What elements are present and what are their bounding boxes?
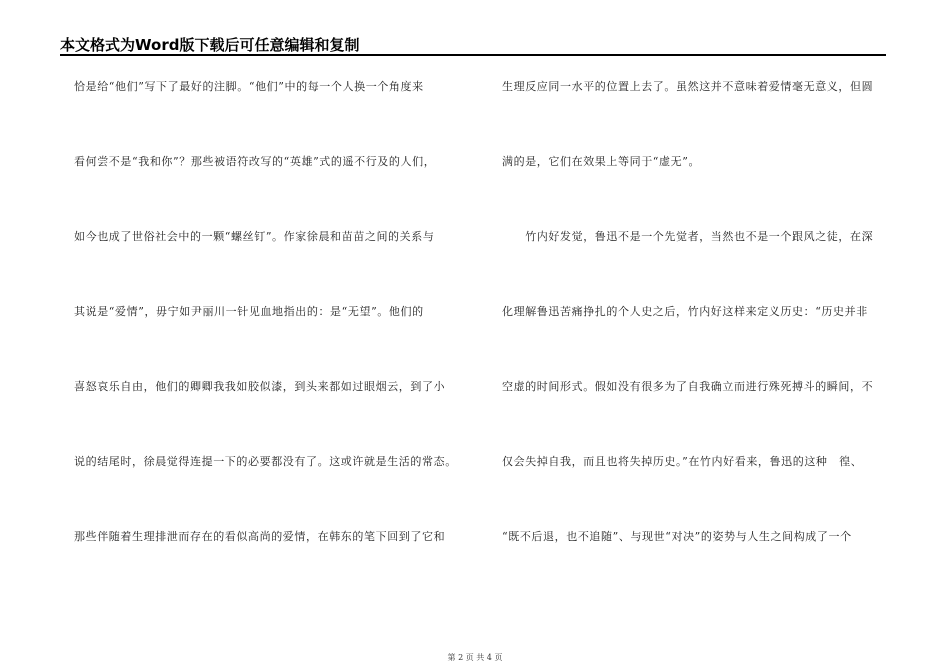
text-line: 化理解鲁迅苦痛挣扎的个人史之后，竹内好这样来定义历史：“历史并非	[502, 305, 868, 318]
text-line: 其说是“爱情”，毋宁如尹丽川一针见血地指出的：是“无望”。他们的	[74, 305, 424, 318]
text-line: 看何尝不是“我和你”？那些被语符改写的“英雄”式的遥不行及的人们，	[74, 155, 436, 168]
text-line: “既不后退，也不追随”、与现世“对决”的姿势与人生之间构成了一个	[502, 530, 852, 543]
text-line: 竹内好发觉，鲁迅不是一个先觉者，当然也不是一个跟风之徒，在深	[502, 230, 874, 243]
text-line: 恰是给“他们”写下了最好的注脚。“他们”中的每一个人换一个角度来	[74, 80, 424, 93]
text-line: 仅会失掉自我，而且也将失掉历史。”在竹内好看来，鲁迅的这种 徨、	[502, 455, 863, 468]
text-line: 说的结尾时，徐晨觉得连提一下的必要都没有了。这或许就是生活的常态。	[74, 455, 457, 468]
text-line: 如今也成了世俗社会中的一颗“螺丝钉”。作家徐晨和苗苗之间的关系与	[74, 230, 435, 243]
text-line: 满的是，它们在效果上等同于“虚无”。	[502, 155, 701, 168]
text-line: 空虚的时间形式。假如没有很多为了自我确立而进行殊死搏斗的瞬间，不	[502, 380, 874, 393]
page-number-footer: 第 2 页 共 4 页	[447, 653, 503, 662]
text-line: 喜怒哀乐自由，他们的卿卿我我如胶似漆，到头来都如过眼烟云，到了小	[74, 380, 446, 393]
text-line: 生理反应同一水平的位置上去了。虽然这并不意味着爱情毫无意义，但圆	[502, 80, 874, 93]
text-line: 那些伴随着生理排泄而存在的看似高尚的爱情，在韩东的笔下回到了它和	[74, 530, 446, 543]
header-divider	[60, 54, 886, 56]
header-title: 本文格式为Word版下载后可任意编辑和复制	[60, 36, 360, 54]
